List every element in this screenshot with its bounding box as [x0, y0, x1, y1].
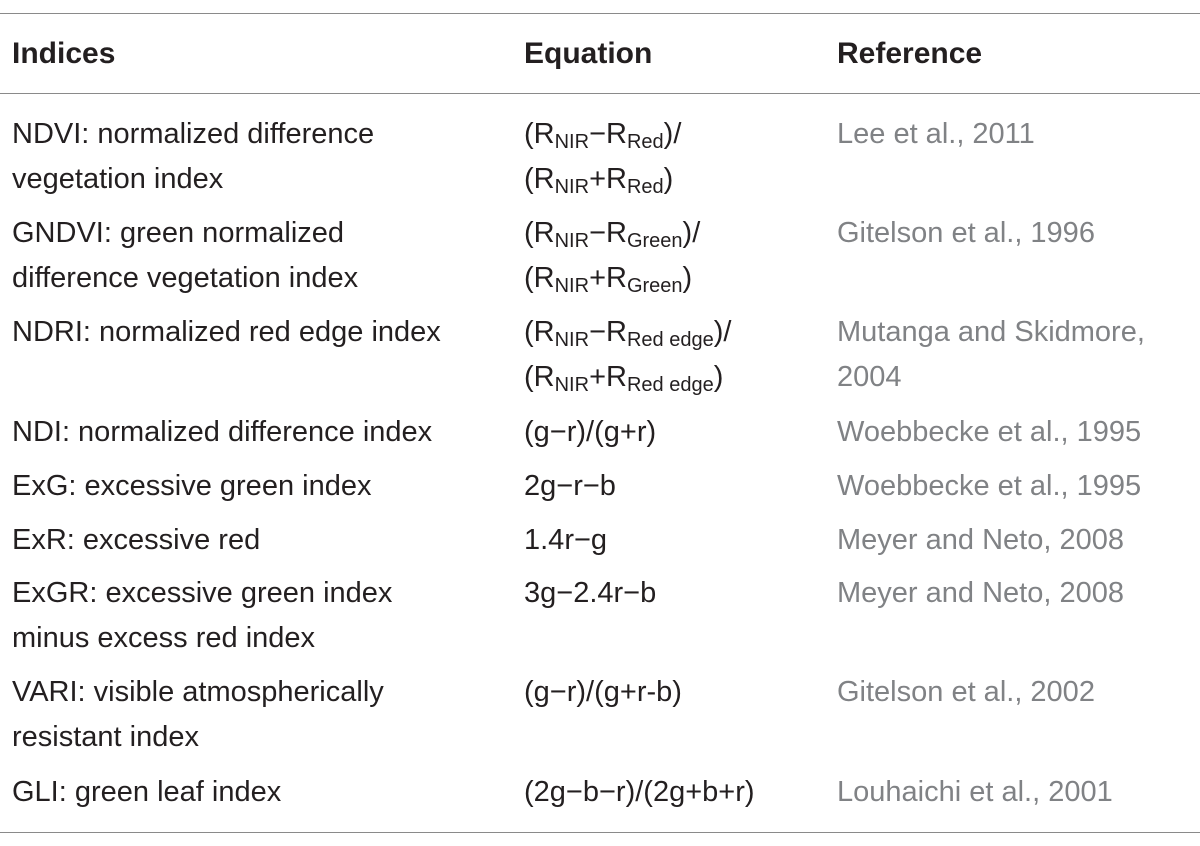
table-header-row: [0, 13, 1200, 93]
equation: [524, 211, 824, 301]
equation: [524, 112, 824, 202]
index-name: NDVI: normalized difference vegetation index: [12, 118, 375, 195]
equation-numerator: $(R_{NIR}-R_{Green})/$: [524, 217, 701, 252]
equation-numerator: $(R_{NIR}-R_{Red})/$: [524, 118, 682, 153]
reference: Louhaichi et al., 2001: [837, 776, 1113, 808]
equation: 3g−2.4r−b: [524, 577, 657, 609]
index-name: NDI: normalized difference index: [12, 416, 433, 448]
reference: Meyer and Neto, 2008: [837, 524, 1124, 556]
index-name: ExGR: excessive green index minus excess red index: [12, 577, 393, 654]
equation-denominator: $(R_{NIR}+R_{Red})$: [524, 163, 674, 198]
reference: Meyer and Neto, 2008: [837, 577, 1124, 609]
equation: (g−r)/(g+r): [524, 416, 657, 448]
equation-numerator: $(R_{NIR}-R_{Red edge})/$: [524, 316, 732, 351]
index-name: GLI: green leaf index: [12, 776, 282, 808]
equation-denominator: $(R_{NIR}+R_{Green})$: [524, 262, 693, 297]
index-name: NDRI: normalized red edge index: [12, 316, 441, 348]
equation: (2g−b−r)/(2g+b+r): [524, 776, 755, 808]
equation: 2g−r−b: [524, 470, 616, 502]
reference: Woebbecke et al., 1995: [837, 470, 1142, 502]
header-equation: Equation: [524, 37, 653, 70]
equation: 1.4r−g: [524, 524, 608, 556]
table-bottom-rule: [0, 832, 1200, 833]
header-indices: Indices: [12, 37, 116, 70]
index-name: ExR: excessive red: [12, 524, 261, 556]
reference: Gitelson et al., 2002: [837, 676, 1095, 708]
equation: (g−r)/(g+r-b): [524, 676, 682, 708]
index-name: ExG: excessive green index: [12, 470, 372, 502]
table-header-rule: [0, 93, 1200, 94]
reference: Gitelson et al., 1996: [837, 217, 1095, 249]
header-reference: Reference: [837, 37, 983, 70]
equation: [524, 310, 824, 400]
index-name: GNDVI: green normalized difference vegetation index: [12, 217, 359, 294]
equation-denominator: $(R_{NIR}+R_{Red edge})$: [524, 361, 724, 396]
reference: Lee et al., 2011: [837, 118, 1035, 150]
reference: Woebbecke et al., 1995: [837, 416, 1142, 448]
index-name: VARI: visible atmospherically resistant index: [12, 676, 384, 753]
reference: Mutanga and Skidmore, 2004: [837, 316, 1145, 393]
